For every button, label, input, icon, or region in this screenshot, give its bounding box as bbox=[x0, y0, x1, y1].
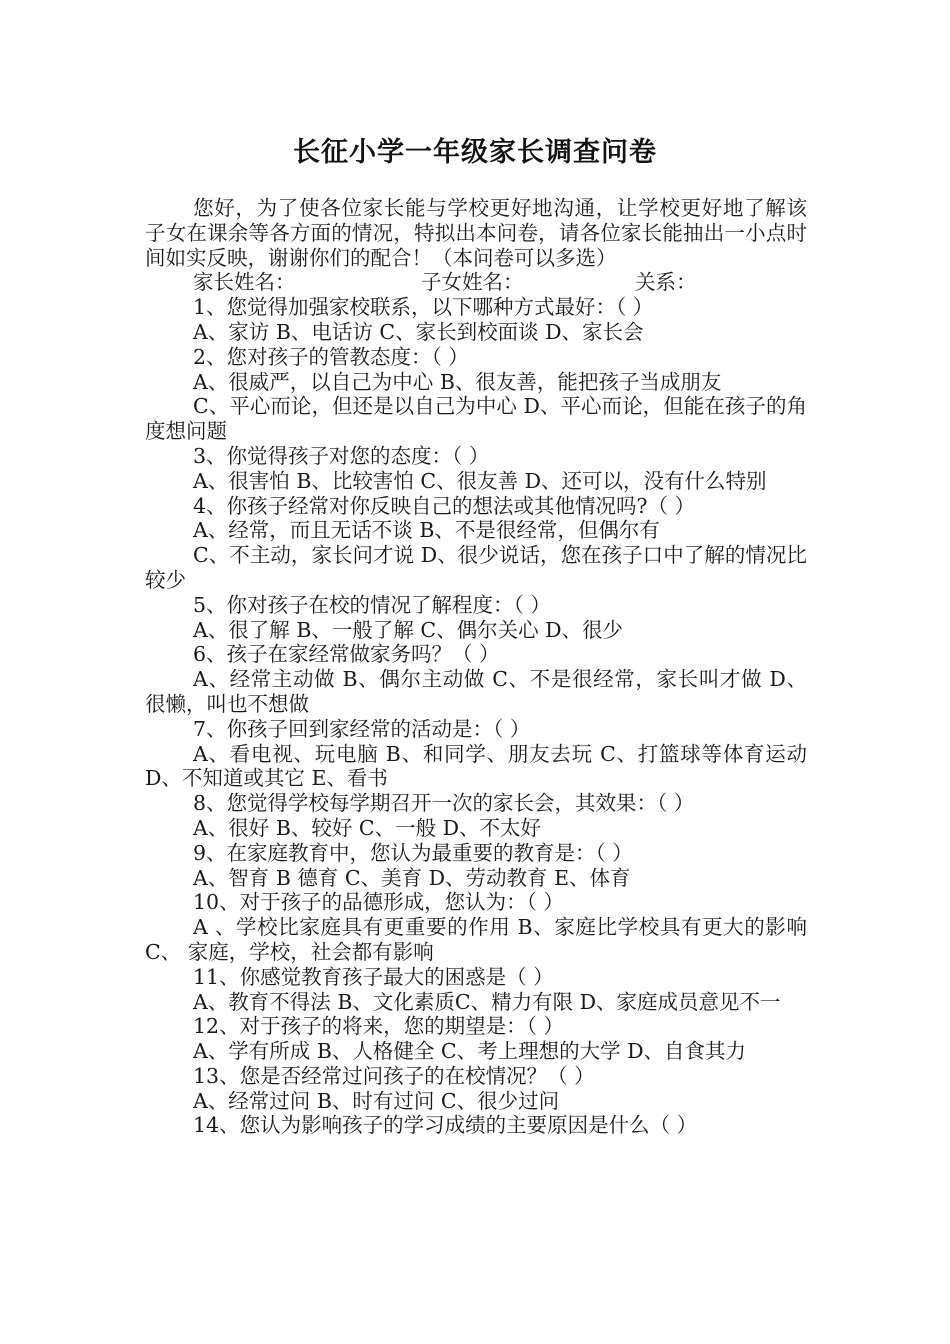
option-line: A、学有所成 B、人格健全 C、考上理想的大学 D、自食其力 bbox=[193, 1039, 747, 1064]
child-name-label: 子女姓名： bbox=[421, 270, 524, 295]
question-line: 7、你孩子回到家经常的活动是：（ ） bbox=[193, 716, 531, 741]
question-line: 5、你对孩子在校的情况了解程度：（ ） bbox=[193, 592, 551, 617]
option-line: A、智育 B 德育 C、美育 D、劳动教育 E、体育 bbox=[193, 865, 631, 890]
question-line: 1、您觉得加强家校联系，以下哪种方式最好：（ ） bbox=[193, 295, 654, 320]
question-line: 3、你觉得孩子对您的态度：（ ） bbox=[193, 443, 490, 468]
option-line: A 、学校比家庭具有更重要的作用 B、家庭比学校具有更大的影响 C、 家庭，学校，社会都有影响 bbox=[145, 915, 807, 964]
question-line: 14、您认为影响孩子的学习成绩的主要原因是什么（ ） bbox=[193, 1113, 698, 1138]
option-line: A、教育不得法 B、文化素质C、精力有限 D、家庭成员意见不一 bbox=[193, 989, 781, 1014]
info-fields-line bbox=[145, 270, 807, 295]
option-line: A、经常，而且无话不谈 B、不是很经常，但偶尔有 bbox=[193, 518, 660, 543]
relation-label: 关系： bbox=[635, 270, 697, 295]
question-line: 10、对于孩子的品德形成，您认为：（ ） bbox=[193, 890, 564, 915]
question-line: 2、您对孩子的管教态度：（ ） bbox=[193, 344, 469, 369]
question-line: 6、孩子在家经常做家务吗？（ ） bbox=[193, 642, 500, 667]
question-line: 12、对于孩子的将来，您的期望是：（ ） bbox=[193, 1014, 564, 1039]
question-line: 8、您觉得学校每学期召开一次的家长会，其效果：（ ） bbox=[193, 791, 695, 816]
option-line: A、很了解 B、一般了解 C、偶尔关心 D、很少 bbox=[193, 617, 624, 642]
option-line: A、看电视、玩电脑 B、和同学、朋友去玩 C、打篮球等体育运动 D、不知道或其它 E、看书 bbox=[145, 741, 807, 791]
option-line: C、平心而论，但还是以自己为中心 D、平心而论，但能在孩子的角度想问题 bbox=[145, 394, 807, 444]
option-line: A、很好 B、较好 C、一般 D、不太好 bbox=[193, 815, 542, 840]
question-line: 11、你感觉教育孩子最大的困惑是（ ） bbox=[193, 964, 554, 989]
intro-paragraph: 您好，为了使各位家长能与学校更好地沟通，让学校更好地了解该子女在课余等各方面的情况，特拟出本问卷，请各位家长能抽出一小点时间如实反映，谢谢你们的配合！（本问卷可以多选） bbox=[145, 196, 807, 270]
option-line: A、经常主动做 B、偶尔主动做 C、不是很经常，家长叫才做 D、很懒，叫也不想做 bbox=[145, 667, 807, 716]
document-body bbox=[145, 196, 807, 1138]
option-line: A、很害怕 B、比较害怕 C、很友善 D、还可以，没有什么特别 bbox=[193, 468, 767, 493]
question-line: 4、你孩子经常对你反映自己的想法或其他情况吗?（ ） bbox=[193, 493, 696, 518]
option-line: A、经常过问 B、时有过问 C、很少过问 bbox=[193, 1088, 560, 1113]
question-line: 13、您是否经常过问孩子的在校情况？（ ） bbox=[193, 1063, 595, 1088]
option-line: A、很威严，以自己为中心 B、很友善，能把孩子当成朋友 bbox=[193, 369, 722, 394]
document-title: 长征小学一年级家长调查问卷 bbox=[293, 137, 657, 168]
question-line: 9、在家庭教育中，您认为最重要的教育是：（ ） bbox=[193, 840, 633, 865]
parent-name-label: 家长姓名： bbox=[193, 270, 296, 295]
option-line: A、家访 B、电话访 C、家长到校面谈 D、家长会 bbox=[193, 319, 644, 344]
option-line: C、不主动，家长问才说 D、很少说话，您在孩子口中了解的情况比较少 bbox=[145, 543, 807, 592]
